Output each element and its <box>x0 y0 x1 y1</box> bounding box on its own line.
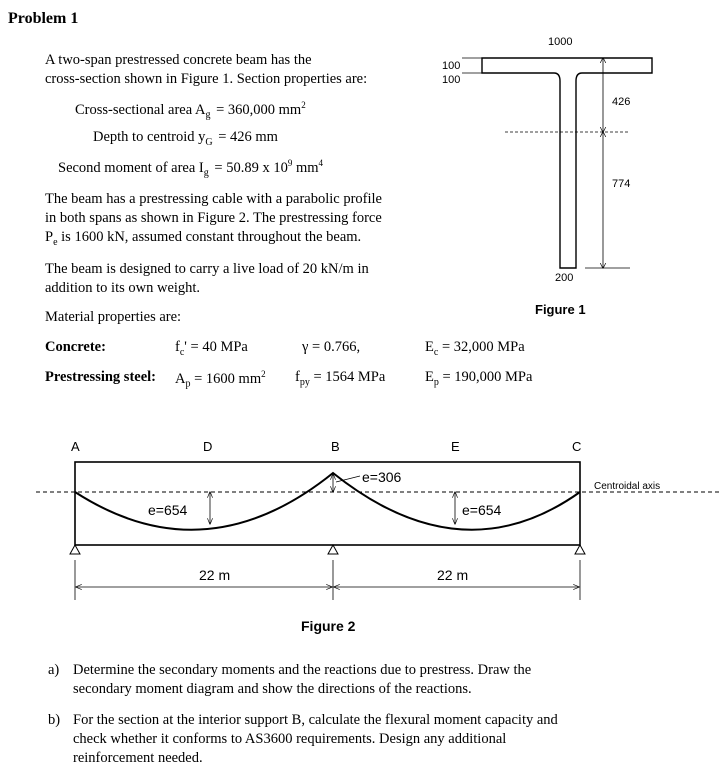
steel-ep-sub: p <box>433 376 439 388</box>
ecc-d-label: e=654 <box>148 502 188 518</box>
property-depth <box>93 129 278 148</box>
figure-2-caption: Figure 2 <box>301 618 356 634</box>
cable-force-text: is 1600 kN, assumed constant throughout the beam. <box>57 229 362 245</box>
cable-line-3 <box>45 229 361 248</box>
load-line-1: The beam is designed to carry a live load of 20 kN/m in <box>45 261 369 277</box>
cable-line-1: The beam has a prestressing cable with a parabolic profile <box>45 191 382 207</box>
property-inertia-label: Second moment of area I <box>58 159 204 176</box>
intro-line-2: cross-section shown in Figure 1. Section properties are: <box>45 71 368 87</box>
steel-ap <box>175 369 266 390</box>
support-b-icon <box>328 545 338 554</box>
concrete-fc-symbol: f <box>175 339 180 355</box>
question-b-line-3: reinforcement needed. <box>73 750 203 766</box>
ecc-b-label: e=306 <box>362 469 402 485</box>
dim-flange-2: 100 <box>442 74 461 86</box>
steel-ep <box>425 369 532 388</box>
ecc-e-label: e=654 <box>462 502 502 518</box>
question-a-line-2: secondary moment diagram and show the directions of the reactions. <box>73 681 472 697</box>
concrete-ec-sub: c <box>433 346 439 358</box>
steel-ap-sub: p <box>185 378 191 390</box>
support-c-icon <box>575 545 585 554</box>
property-depth-sub: G <box>205 136 213 148</box>
concrete-gamma: γ = 0.766, <box>302 339 361 355</box>
property-area-value: = 360,000 mm <box>216 101 302 118</box>
concrete-fc-value: ' = 40 MPa <box>184 339 248 355</box>
concrete-fc-sub: c <box>179 346 185 358</box>
label-d: D <box>203 439 213 454</box>
question-b-line-1: For the section at the interior support B, calculate the flexural moment capacity and <box>73 712 558 728</box>
label-a: A <box>71 439 80 454</box>
intro-line-1: A two-span prestressed concrete beam has the <box>45 52 312 68</box>
steel-ep-symbol: E <box>425 369 434 385</box>
concrete-ec-value: = 32,000 MPa <box>438 339 525 355</box>
property-area <box>75 100 306 121</box>
concrete-label: Concrete: <box>45 339 106 355</box>
property-inertia-sup2: 4 <box>318 158 324 168</box>
span-1-label: 22 m <box>199 567 231 583</box>
property-area-sub: g <box>205 109 211 121</box>
figure-2-beam <box>0 430 726 645</box>
property-inertia-value: = 50.89 x 10 <box>214 159 288 176</box>
steel-ep-value: = 190,000 MPa <box>438 369 533 385</box>
problem-title: Problem 1 <box>8 10 79 27</box>
centroidal-axis-label: Centroidal axis <box>594 481 661 492</box>
question-a-line-1: Determine the secondary moments and the reactions due to prestress. Draw the <box>73 662 532 678</box>
question-b-label: b) <box>48 712 61 728</box>
concrete-fc <box>175 339 248 358</box>
property-depth-value: = 426 mm <box>218 129 278 145</box>
property-inertia-unit: mm <box>292 159 319 176</box>
steel-label: Prestressing steel: <box>45 369 157 385</box>
label-b: B <box>331 439 340 454</box>
steel-fpy <box>295 369 385 388</box>
figure-1-cross-section <box>420 25 720 325</box>
dim-web: 200 <box>555 272 574 284</box>
steel-fpy-sub: py <box>299 376 310 388</box>
question-a-label: a) <box>48 662 60 678</box>
steel-ap-sup: 2 <box>261 369 266 379</box>
cable-line-2: in both spans as shown in Figure 2. The prestressing force <box>45 210 382 226</box>
steel-fpy-symbol: f <box>295 369 300 385</box>
cable-force-symbol: P <box>45 229 54 245</box>
question-b-line-2: check whether it conforms to AS3600 requirements. Design any additional <box>73 731 507 747</box>
dim-lower: 774 <box>612 178 631 190</box>
steel-ap-symbol: A <box>175 370 186 387</box>
property-area-label: Cross-sectional area A <box>75 101 206 118</box>
label-e: E <box>451 439 460 454</box>
figure-1-caption: Figure 1 <box>535 302 586 317</box>
concrete-ec <box>425 339 525 358</box>
dim-width: 1000 <box>548 36 573 48</box>
t-section-outline <box>482 58 652 268</box>
steel-fpy-value: = 1564 MPa <box>309 369 386 385</box>
steel-ap-value: = 1600 mm <box>190 370 262 387</box>
property-area-sup: 2 <box>301 100 306 110</box>
property-inertia-sup1: 9 <box>287 158 293 168</box>
property-inertia-sub: g <box>203 167 209 179</box>
material-heading: Material properties are: <box>45 309 182 325</box>
concrete-ec-symbol: E <box>425 339 434 355</box>
support-a-icon <box>70 545 80 554</box>
label-c: C <box>572 439 582 454</box>
property-inertia <box>58 158 323 179</box>
dim-flange-1: 100 <box>442 60 461 72</box>
cable-force-sub: e <box>53 236 58 248</box>
load-line-2: addition to its own weight. <box>45 280 201 296</box>
property-depth-label: Depth to centroid y <box>93 129 206 145</box>
dim-centroid: 426 <box>612 96 631 108</box>
span-2-label: 22 m <box>437 567 469 583</box>
